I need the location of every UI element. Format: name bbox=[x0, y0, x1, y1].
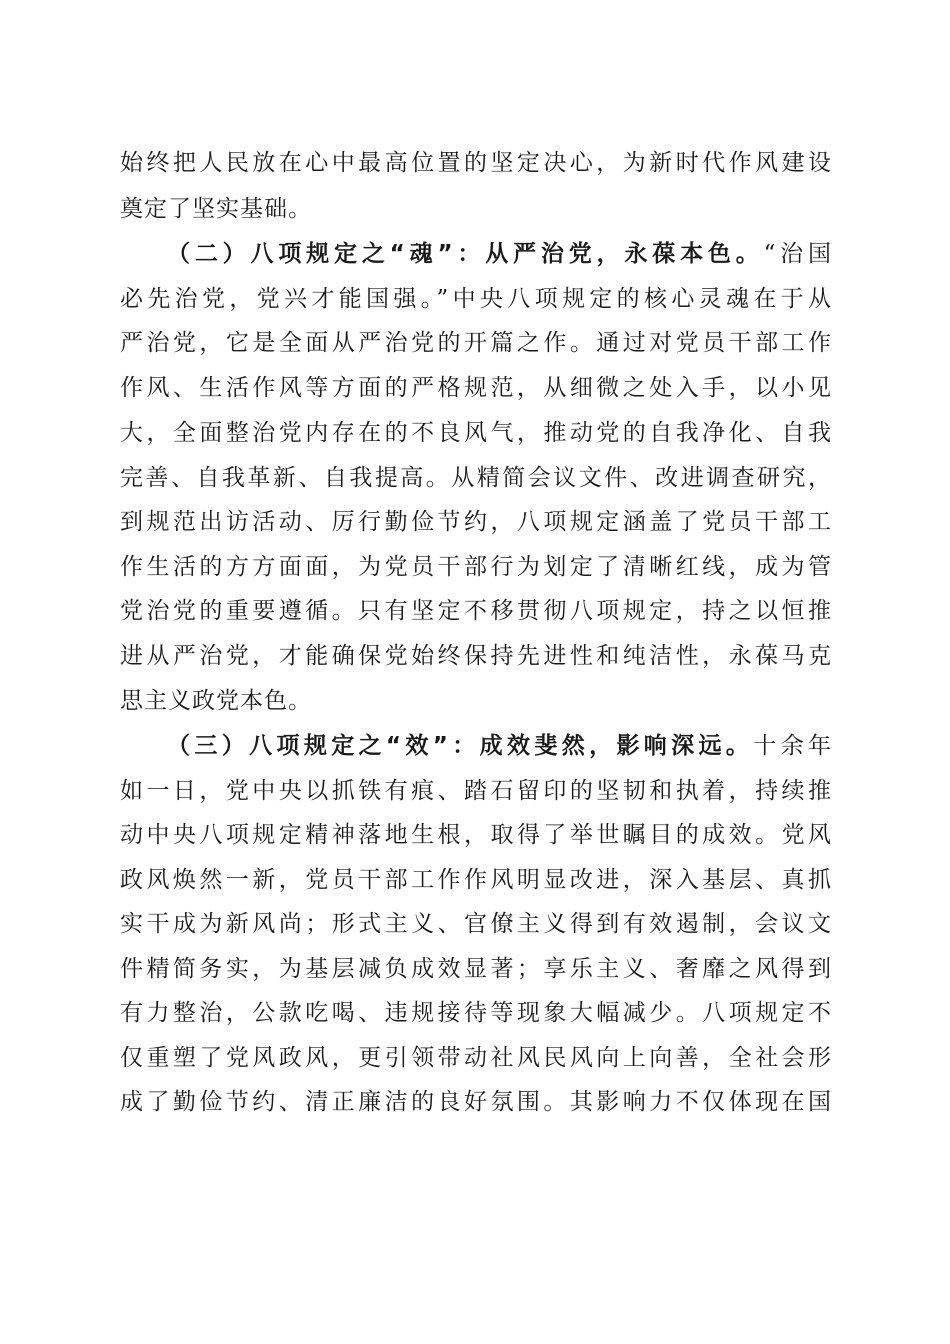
paragraph-line: 有力整治，公款吃喝、违规接待等现象大幅减少。八项规定不 bbox=[120, 1000, 832, 1026]
paragraph-line: 奠定了坚实基础。 bbox=[120, 196, 312, 222]
paragraph-line: 严治党，它是全面从严治党的开篇之作。通过对党员干部工作 bbox=[120, 330, 832, 356]
paragraph-line: 实干成为新风尚；形式主义、官僚主义得到有效遏制，会议文 bbox=[120, 911, 832, 937]
paragraph-line: 件精简务实，为基层减负成效显著；享乐主义、奢靡之风得到 bbox=[120, 956, 832, 982]
section-heading: （二）八项规定之“魂”：从严治党，永葆本色。 bbox=[167, 241, 764, 267]
paragraph-line: （二）八项规定之“魂”：从严治党，永葆本色。“治国 bbox=[167, 241, 833, 267]
paragraph-line: 大，全面整治党内存在的不良风气，推动党的自我净化、自我 bbox=[120, 420, 832, 446]
paragraph-line: 始终把人民放在心中最高位置的坚定决心，为新时代作风建设 bbox=[120, 150, 832, 176]
paragraph-line: 作生活的方方面面，为党员干部行为划定了清晰红线，成为管 bbox=[120, 554, 832, 580]
paragraph-line: 完善、自我革新、自我提高。从精简会议文件、改进调查研究， bbox=[120, 465, 832, 491]
paragraph-line: 如一日，党中央以抓铁有痕、踏石留印的坚韧和执着，持续推 bbox=[120, 778, 832, 804]
paragraph-line: 政风焕然一新，党员干部工作作风明显改进，深入基层、真抓 bbox=[120, 867, 832, 893]
paragraph-line: （三）八项规定之“效”：成效斐然，影响深远。十余年 bbox=[167, 733, 833, 759]
paragraph-line: 必先治党，党兴才能国强。”中央八项规定的核心灵魂在于从 bbox=[120, 286, 832, 312]
paragraph-line: 作风、生活作风等方面的严格规范，从细微之处入手，以小见 bbox=[120, 375, 832, 401]
section-heading: （三）八项规定之“效”：成效斐然，影响深远。 bbox=[167, 733, 754, 759]
paragraph-line: 动中央八项规定精神落地生根，取得了举世瞩目的成效。党风 bbox=[120, 822, 832, 848]
paragraph-line: 进从严治党，才能确保党始终保持先进性和纯洁性，永葆马克 bbox=[120, 643, 832, 669]
paragraph-line: 仅重塑了党风政风，更引领带动社风民风向上向善，全社会形 bbox=[120, 1045, 832, 1071]
paragraph-line: 党治党的重要遵循。只有坚定不移贯彻八项规定，持之以恒推 bbox=[120, 598, 832, 624]
paragraph-line: 到规范出访活动、厉行勤俭节约，八项规定涵盖了党员干部工 bbox=[120, 509, 832, 535]
paragraph-line: 成了勤俭节约、清正廉洁的良好氛围。其影响力不仅体现在国 bbox=[120, 1089, 832, 1115]
paragraph-line: 思主义政党本色。 bbox=[120, 688, 312, 714]
